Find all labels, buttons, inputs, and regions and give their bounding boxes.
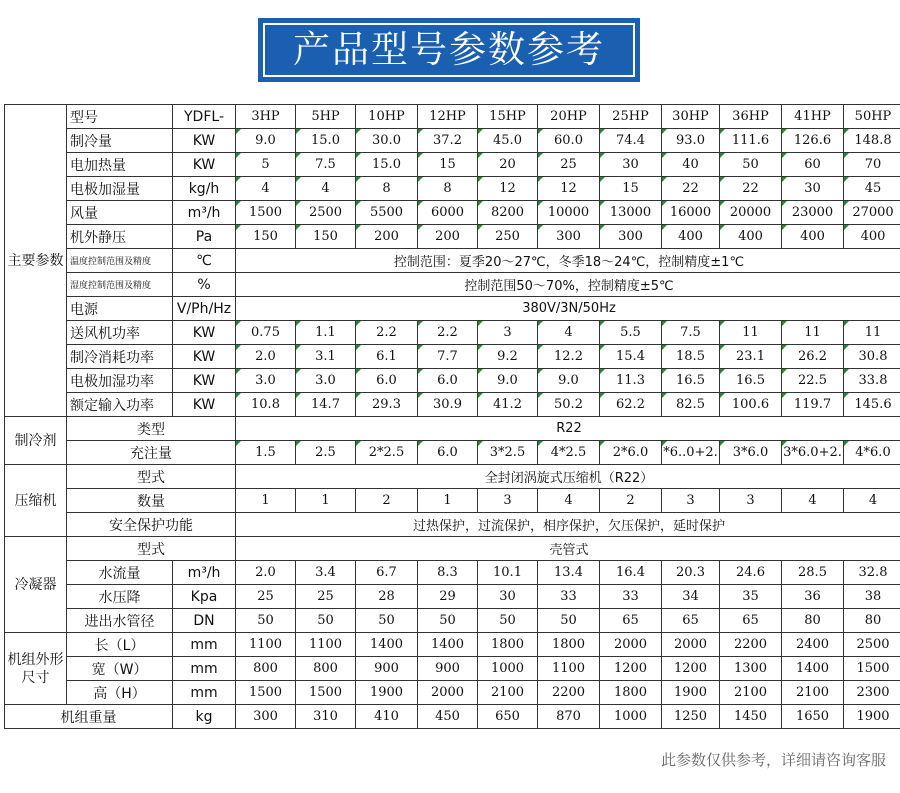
- table-row: [5, 561, 900, 585]
- value-cell: 15.4: [600, 345, 662, 369]
- unit-cell: KW: [173, 129, 236, 153]
- group-label-compressor: 压缩机: [5, 465, 67, 537]
- value-cell: 30.9: [418, 393, 478, 417]
- row-label: 数量: [67, 489, 236, 513]
- value-cell: 150: [296, 225, 356, 249]
- row-label: 电极加湿量: [67, 177, 173, 201]
- value-cell: 15.0: [356, 153, 418, 177]
- value-cell: 6000: [418, 201, 478, 225]
- unit-cell: Kpa: [173, 585, 236, 609]
- value-cell: 1400: [356, 633, 418, 657]
- row-label: 电加热量: [67, 153, 173, 177]
- value-cell: 1800: [600, 681, 662, 705]
- value-cell: 3: [720, 489, 782, 513]
- value-cell: 65: [662, 609, 720, 633]
- value-cell: 2000: [418, 681, 478, 705]
- value-cell: 11: [844, 321, 900, 345]
- unit-cell: V/Ph/Hz: [173, 297, 236, 321]
- value-cell: 33: [538, 585, 600, 609]
- value-cell: 2100: [720, 681, 782, 705]
- value-cell: 50: [538, 609, 600, 633]
- table-row: [5, 657, 900, 681]
- value-cell: 1500: [236, 681, 296, 705]
- value-cell: 7.5: [662, 321, 720, 345]
- table-row: [5, 681, 900, 705]
- table-row: [5, 249, 900, 273]
- value-cell: 5500: [356, 201, 418, 225]
- value-cell: 6.7: [356, 561, 418, 585]
- value-cell: 6.0: [356, 369, 418, 393]
- row-label: 长（L）: [67, 633, 173, 657]
- value-cell: 1.5: [236, 441, 296, 465]
- value-cell: 1400: [782, 657, 844, 681]
- value-cell: 25: [296, 585, 356, 609]
- value-cell: 25HP: [600, 105, 662, 129]
- table-row: [5, 129, 900, 153]
- value-cell: 11.3: [600, 369, 662, 393]
- table-row: [5, 369, 900, 393]
- value-cell: 7.5: [296, 153, 356, 177]
- unit-cell: mm: [173, 633, 236, 657]
- value-cell: 1800: [478, 633, 538, 657]
- value-cell: 60: [782, 153, 844, 177]
- value-cell: 6.1: [356, 345, 418, 369]
- unit-cell: kg: [173, 705, 236, 729]
- value-cell: 2: [600, 489, 662, 513]
- unit-cell: KW: [173, 345, 236, 369]
- unit-cell: YDFL-: [173, 105, 236, 129]
- value-cell: 62.2: [600, 393, 662, 417]
- unit-cell: m³/h: [173, 201, 236, 225]
- row-label: 型式: [67, 537, 236, 561]
- value-cell: 1900: [844, 705, 900, 729]
- value-cell: 35: [720, 585, 782, 609]
- unit-cell: KW: [173, 153, 236, 177]
- value-cell: 16000: [662, 201, 720, 225]
- value-cell: 93.0: [662, 129, 720, 153]
- value-cell: 45: [844, 177, 900, 201]
- value-cell: 1100: [296, 633, 356, 657]
- value-cell: 1450: [720, 705, 782, 729]
- value-cell: 2200: [720, 633, 782, 657]
- value-cell: 410: [356, 705, 418, 729]
- table-row: [5, 153, 900, 177]
- value-cell: 2.5: [296, 441, 356, 465]
- value-cell: 30.0: [356, 129, 418, 153]
- value-cell: 2*2.5: [356, 441, 418, 465]
- value-cell: 50: [296, 609, 356, 633]
- value-cell: 15: [600, 177, 662, 201]
- group-label-condenser: 冷凝器: [5, 537, 67, 633]
- value-cell: 4: [538, 489, 600, 513]
- value-cell: 1250: [662, 705, 720, 729]
- value-cell: 1.1: [296, 321, 356, 345]
- value-cell: 13.4: [538, 561, 600, 585]
- unit-cell: Pa: [173, 225, 236, 249]
- row-label: 水流量: [67, 561, 173, 585]
- value-cell: 400: [844, 225, 900, 249]
- page-title: 产品型号参数参考: [263, 23, 635, 77]
- value-cell: 3*2.5: [478, 441, 538, 465]
- value-cell: 30: [478, 585, 538, 609]
- value-cell: 3*6.0+2.: [782, 441, 844, 465]
- value-cell: 111.6: [720, 129, 782, 153]
- value-cell: 4: [296, 177, 356, 201]
- value-cell: *6..0+2.: [662, 441, 720, 465]
- row-label: 进出水管径: [67, 609, 173, 633]
- table-row: [5, 177, 900, 201]
- value-cell: 3: [662, 489, 720, 513]
- value-cell: 4: [844, 489, 900, 513]
- table-row: [5, 537, 900, 561]
- value-cell: 3.4: [296, 561, 356, 585]
- value-cell: 30HP: [662, 105, 720, 129]
- value-cell: 2100: [478, 681, 538, 705]
- value-cell: 2.0: [236, 345, 296, 369]
- value-cell: 150: [236, 225, 296, 249]
- value-cell: 80: [844, 609, 900, 633]
- table-row: [5, 489, 900, 513]
- row-label: 送风机功率: [67, 321, 173, 345]
- value-cell: 2500: [844, 633, 900, 657]
- value-cell: 3: [478, 489, 538, 513]
- row-label: 型式: [67, 465, 236, 489]
- value-cell: 12: [538, 177, 600, 201]
- value-cell: 12.2: [538, 345, 600, 369]
- unit-cell: %: [173, 273, 236, 297]
- row-label: 类型: [67, 417, 236, 441]
- row-label: 制冷消耗功率: [67, 345, 173, 369]
- value-cell: 22: [720, 177, 782, 201]
- value-cell: 30: [782, 177, 844, 201]
- table-row: [5, 393, 900, 417]
- value-cell: 20: [478, 153, 538, 177]
- value-cell: 13000: [600, 201, 662, 225]
- value-cell: 2000: [600, 633, 662, 657]
- merged-value-cell: 过热保护，过流保护，相序保护，欠压保护，延时保护: [236, 513, 900, 537]
- value-cell: 6.0: [418, 369, 478, 393]
- row-label: 额定输入功率: [67, 393, 173, 417]
- value-cell: 2000: [662, 633, 720, 657]
- value-cell: 27000: [844, 201, 900, 225]
- table-row: [5, 297, 900, 321]
- value-cell: 1: [296, 489, 356, 513]
- table-row: [5, 417, 900, 441]
- value-cell: 1800: [538, 633, 600, 657]
- row-label: 机外静压: [67, 225, 173, 249]
- value-cell: 5.5: [600, 321, 662, 345]
- value-cell: 16.5: [662, 369, 720, 393]
- value-cell: 50.2: [538, 393, 600, 417]
- value-cell: 60.0: [538, 129, 600, 153]
- value-cell: 8.3: [418, 561, 478, 585]
- table-row: [5, 609, 900, 633]
- value-cell: 1900: [662, 681, 720, 705]
- value-cell: 30: [600, 153, 662, 177]
- value-cell: 2300: [844, 681, 900, 705]
- value-cell: 2100: [782, 681, 844, 705]
- value-cell: 16.5: [720, 369, 782, 393]
- value-cell: 11: [782, 321, 844, 345]
- value-cell: 145.6: [844, 393, 900, 417]
- value-cell: 1: [418, 489, 478, 513]
- merged-value-cell: R22: [236, 417, 900, 441]
- value-cell: 4: [236, 177, 296, 201]
- value-cell: 1400: [418, 633, 478, 657]
- table-row: [5, 441, 900, 465]
- value-cell: 300: [236, 705, 296, 729]
- value-cell: 10.1: [478, 561, 538, 585]
- value-cell: 100.6: [720, 393, 782, 417]
- value-cell: 400: [782, 225, 844, 249]
- value-cell: 2.0: [236, 561, 296, 585]
- value-cell: 0.75: [236, 321, 296, 345]
- value-cell: 1200: [662, 657, 720, 681]
- value-cell: 36: [782, 585, 844, 609]
- table-row: [5, 225, 900, 249]
- value-cell: 50: [418, 609, 478, 633]
- value-cell: 400: [662, 225, 720, 249]
- row-label: 安全保护功能: [67, 513, 236, 537]
- table-row: [5, 321, 900, 345]
- value-cell: 1650: [782, 705, 844, 729]
- value-cell: 23.1: [720, 345, 782, 369]
- value-cell: 15HP: [478, 105, 538, 129]
- value-cell: 3.1: [296, 345, 356, 369]
- row-label: 宽（W）: [67, 657, 173, 681]
- value-cell: 65: [600, 609, 662, 633]
- value-cell: 25: [538, 153, 600, 177]
- group-label-dimensions: 机组外形尺寸: [5, 633, 67, 705]
- value-cell: 9.0: [538, 369, 600, 393]
- merged-value-cell: 380V/3N/50Hz: [236, 297, 900, 321]
- value-cell: 3.0: [296, 369, 356, 393]
- value-cell: 26.2: [782, 345, 844, 369]
- merged-value-cell: 壳管式: [236, 537, 900, 561]
- unit-cell: ℃: [173, 249, 236, 273]
- unit-cell: KW: [173, 321, 236, 345]
- value-cell: 80: [782, 609, 844, 633]
- group-label-main: 主要参数: [5, 105, 67, 417]
- table-row: [5, 273, 900, 297]
- value-cell: 7.7: [418, 345, 478, 369]
- value-cell: 28.5: [782, 561, 844, 585]
- value-cell: 34: [662, 585, 720, 609]
- row-label: 高（H）: [67, 681, 173, 705]
- value-cell: 12HP: [418, 105, 478, 129]
- value-cell: 6.0: [418, 441, 478, 465]
- value-cell: 2: [356, 489, 418, 513]
- unit-cell: mm: [173, 657, 236, 681]
- row-label: 电源: [67, 297, 173, 321]
- value-cell: 70: [844, 153, 900, 177]
- value-cell: 200: [356, 225, 418, 249]
- unit-cell: KW: [173, 393, 236, 417]
- value-cell: 40: [662, 153, 720, 177]
- row-label: 温度控制范围及精度: [67, 249, 173, 273]
- value-cell: 4: [782, 489, 844, 513]
- value-cell: 37.2: [418, 129, 478, 153]
- row-label: 水压降: [67, 585, 173, 609]
- value-cell: 4*6.0: [844, 441, 900, 465]
- value-cell: 870: [538, 705, 600, 729]
- value-cell: 3: [478, 321, 538, 345]
- value-cell: 1500: [844, 657, 900, 681]
- value-cell: 4*2.5: [538, 441, 600, 465]
- value-cell: 33: [600, 585, 662, 609]
- value-cell: 50: [236, 609, 296, 633]
- group-label-weight: 机组重量: [5, 705, 173, 729]
- value-cell: 22: [662, 177, 720, 201]
- unit-cell: m³/h: [173, 561, 236, 585]
- value-cell: 5HP: [296, 105, 356, 129]
- value-cell: 800: [236, 657, 296, 681]
- group-label-refrigerant: 制冷剂: [5, 417, 67, 465]
- table-row: [5, 345, 900, 369]
- value-cell: 50HP: [844, 105, 900, 129]
- value-cell: 41.2: [478, 393, 538, 417]
- value-cell: 10HP: [356, 105, 418, 129]
- value-cell: 9.0: [478, 369, 538, 393]
- table-row: [5, 465, 900, 489]
- table-row: [5, 585, 900, 609]
- value-cell: 8: [356, 177, 418, 201]
- value-cell: 74.4: [600, 129, 662, 153]
- merged-value-cell: 控制范围50～70%，控制精度±5℃: [236, 273, 900, 297]
- table-row: [5, 105, 900, 129]
- value-cell: 1100: [236, 633, 296, 657]
- value-cell: 9.0: [236, 129, 296, 153]
- value-cell: 8: [418, 177, 478, 201]
- value-cell: 32.8: [844, 561, 900, 585]
- value-cell: 15.0: [296, 129, 356, 153]
- value-cell: 18.5: [662, 345, 720, 369]
- value-cell: 900: [356, 657, 418, 681]
- value-cell: 300: [600, 225, 662, 249]
- value-cell: 2.2: [418, 321, 478, 345]
- value-cell: 50: [720, 153, 782, 177]
- value-cell: 10000: [538, 201, 600, 225]
- value-cell: 82.5: [662, 393, 720, 417]
- title-banner: [258, 18, 640, 82]
- value-cell: 1900: [356, 681, 418, 705]
- value-cell: 20HP: [538, 105, 600, 129]
- value-cell: 38: [844, 585, 900, 609]
- value-cell: 10.8: [236, 393, 296, 417]
- value-cell: 250: [478, 225, 538, 249]
- merged-value-cell: 全封闭涡旋式压缩机（R22）: [236, 465, 900, 489]
- value-cell: 8200: [478, 201, 538, 225]
- value-cell: 2500: [296, 201, 356, 225]
- value-cell: 1000: [478, 657, 538, 681]
- unit-cell: kg/h: [173, 177, 236, 201]
- value-cell: 16.4: [600, 561, 662, 585]
- value-cell: 11: [720, 321, 782, 345]
- value-cell: 29.3: [356, 393, 418, 417]
- row-label: 型号: [67, 105, 173, 129]
- value-cell: 1500: [296, 681, 356, 705]
- merged-value-cell: 控制范围：夏季20～27℃，冬季18～24℃，控制精度±1℃: [236, 249, 900, 273]
- value-cell: 1500: [236, 201, 296, 225]
- value-cell: 200: [418, 225, 478, 249]
- value-cell: 450: [418, 705, 478, 729]
- value-cell: 28: [356, 585, 418, 609]
- value-cell: 126.6: [782, 129, 844, 153]
- value-cell: 25: [236, 585, 296, 609]
- value-cell: 24.6: [720, 561, 782, 585]
- value-cell: 1300: [720, 657, 782, 681]
- row-label: 电极加湿功率: [67, 369, 173, 393]
- value-cell: 1200: [600, 657, 662, 681]
- value-cell: 30.8: [844, 345, 900, 369]
- value-cell: 2*6.0: [600, 441, 662, 465]
- value-cell: 900: [418, 657, 478, 681]
- row-label: 湿度控制范围及精度: [67, 273, 173, 297]
- value-cell: 22.5: [782, 369, 844, 393]
- value-cell: 5: [236, 153, 296, 177]
- footnote: 此参数仅供参考，详细请咨询客服: [660, 751, 886, 769]
- value-cell: 50: [356, 609, 418, 633]
- value-cell: 2.2: [356, 321, 418, 345]
- unit-cell: mm: [173, 681, 236, 705]
- value-cell: 1: [236, 489, 296, 513]
- value-cell: 20000: [720, 201, 782, 225]
- value-cell: 23000: [782, 201, 844, 225]
- value-cell: 15: [418, 153, 478, 177]
- value-cell: 2400: [782, 633, 844, 657]
- value-cell: 3HP: [236, 105, 296, 129]
- value-cell: 300: [538, 225, 600, 249]
- table-row: [5, 513, 900, 537]
- value-cell: 800: [296, 657, 356, 681]
- value-cell: 65: [720, 609, 782, 633]
- value-cell: 36HP: [720, 105, 782, 129]
- value-cell: 12: [478, 177, 538, 201]
- spec-table: [4, 104, 900, 729]
- value-cell: 650: [478, 705, 538, 729]
- value-cell: 3.0: [236, 369, 296, 393]
- unit-cell: DN: [173, 609, 236, 633]
- value-cell: 3*6.0: [720, 441, 782, 465]
- row-label: 风量: [67, 201, 173, 225]
- value-cell: 29: [418, 585, 478, 609]
- value-cell: 33.8: [844, 369, 900, 393]
- value-cell: 45.0: [478, 129, 538, 153]
- value-cell: 148.8: [844, 129, 900, 153]
- table-row: [5, 633, 900, 657]
- value-cell: 310: [296, 705, 356, 729]
- row-label: 制冷量: [67, 129, 173, 153]
- table-row: [5, 705, 900, 729]
- unit-cell: KW: [173, 369, 236, 393]
- value-cell: 9.2: [478, 345, 538, 369]
- value-cell: 1000: [600, 705, 662, 729]
- value-cell: 4: [538, 321, 600, 345]
- table-row: [5, 201, 900, 225]
- value-cell: 400: [720, 225, 782, 249]
- value-cell: 119.7: [782, 393, 844, 417]
- value-cell: 20.3: [662, 561, 720, 585]
- row-label: 充注量: [67, 441, 236, 465]
- value-cell: 41HP: [782, 105, 844, 129]
- value-cell: 2200: [538, 681, 600, 705]
- value-cell: 1100: [538, 657, 600, 681]
- value-cell: 14.7: [296, 393, 356, 417]
- value-cell: 50: [478, 609, 538, 633]
